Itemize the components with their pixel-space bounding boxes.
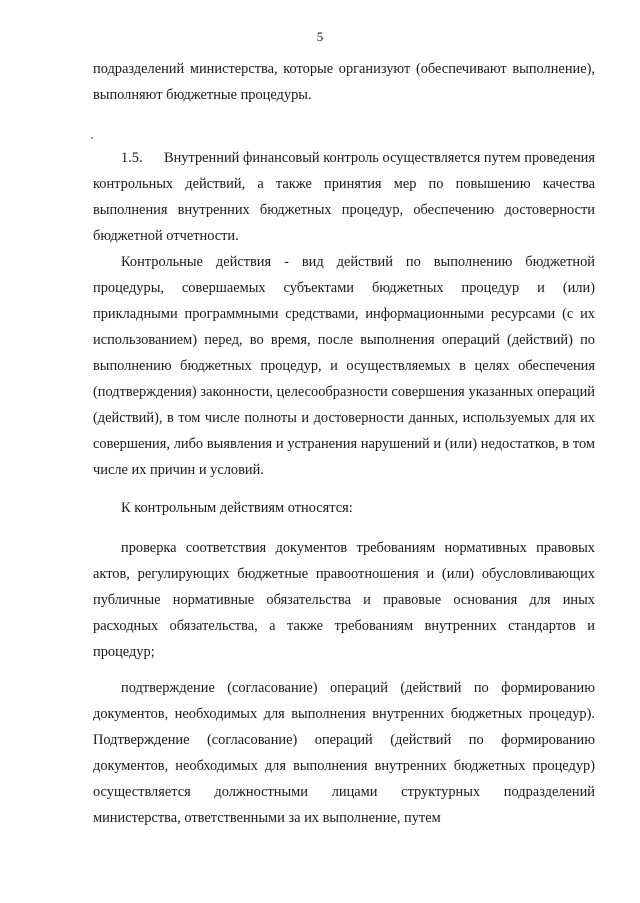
- paragraph-1-5: [93, 145, 595, 249]
- paragraph-list-item-verification: проверка соответствия документов требованиям нормативных правовых актов, регулирующих бюджетные правоотношения и (или) обусловливающих публичные нормативные обязательства и правовые основания для иных расходных обязательства, а также требованиям внутренних стандартов и процедур;: [93, 540, 595, 660]
- scan-speck: [91, 137, 93, 139]
- paragraph-list-item-confirmation: подтверждение (согласование) операций (действий по формированию документов, необходимых для выполнения внутренних бюджетных процедур). Подтверждение (согласование) операций (действий по формированию документов, необходимых для выполнения внутренних бюджетных процедур) осуществляется должностными лицами структурных подразделений министерства, ответственными за их выполнение, путем: [93, 680, 595, 826]
- paragraph-text: Внутренний финансовый контроль осуществляется путем проведения контрольных действий, а также принятия мер по повышению качества выполнения внутренних бюджетных процедур, обеспечению достоверности бюджетной отчетности.: [93, 150, 595, 244]
- paragraph-control-actions: Контрольные действия - вид действий по выполнению бюджетной процедуры, совершаемых субъектами бюджетных процедур и (или) прикладными программными средствами, информационными ресурсами (с их использованием) перед, во время, после выполнения операций (действий) по выполнению бюджетных процедур, и осуществляемых в целях обеспечения (подтверждения) законности, целесообразности совершения указанных операций (действий), в том числе полноты и достоверности данных, используемых для их совершения, либо выявления и устранения нарушений и (или) недостатков, в том числе их причин и условий.: [93, 254, 595, 478]
- paragraph-control-actions-list-intro: К контрольным действиям относятся:: [121, 500, 353, 516]
- page-number: 5: [316, 29, 324, 44]
- paragraph-continuation: подразделений министерства, которые организуют (обеспечивают выполнение), выполняют бюджетные процедуры.: [93, 61, 595, 103]
- section-number: 1.5.: [121, 150, 143, 166]
